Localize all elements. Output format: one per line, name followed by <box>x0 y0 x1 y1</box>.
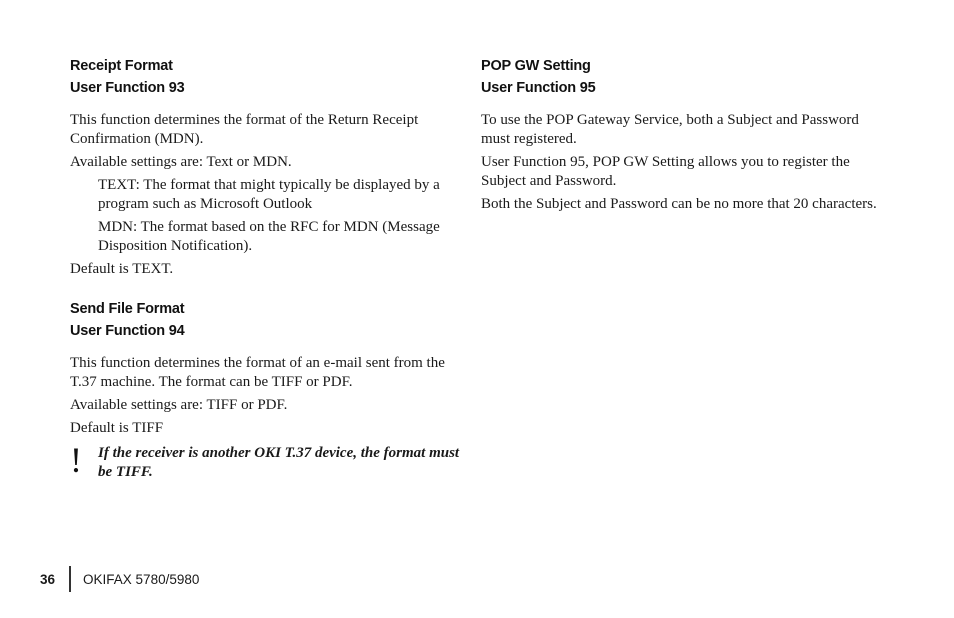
paragraph: Both the Subject and Password can be no more that 20 characters. <box>481 196 877 212</box>
section-subtitle: User Function 93 <box>70 80 185 96</box>
section-subtitle: User Function 95 <box>481 80 596 96</box>
section-subtitle: User Function 94 <box>70 323 185 339</box>
page-footer <box>40 566 199 592</box>
send-file-format-heading <box>70 298 460 342</box>
paragraph: Available settings are: Text or MDN. <box>70 154 292 170</box>
paragraph: To use the POP Gateway Service, both a Subject and Password must registered. <box>481 112 859 147</box>
paragraph: This function determines the format of the Return Receipt Confirmation (MDN). <box>70 112 419 147</box>
paragraph-indented: MDN: The format based on the RFC for MDN (Message Disposition Notification). <box>98 219 440 254</box>
exclamation-icon: ! <box>70 440 82 480</box>
paragraph-indented: TEXT: The format that might typically be displayed by a program such as Microsoft Outlook <box>98 177 440 212</box>
note-text: If the receiver is another OKI T.37 device, the format must be TIFF. <box>98 445 460 480</box>
section-title: POP GW Setting <box>481 58 591 74</box>
footer-title: OKIFAX 5780/5980 <box>83 571 200 587</box>
note-callout <box>70 440 460 482</box>
section-title: Send File Format <box>70 301 185 317</box>
section-title: Receipt Format <box>70 58 173 74</box>
footer-divider <box>69 566 71 592</box>
paragraph: Default is TEXT. <box>70 261 174 277</box>
receipt-format-heading <box>70 55 460 99</box>
right-column <box>481 55 881 218</box>
left-column <box>70 55 460 482</box>
paragraph: Available settings are: TIFF or PDF. <box>70 397 288 413</box>
page-number: 36 <box>40 571 56 587</box>
paragraph: User Function 95, POP GW Setting allows you to register the Subject and Password. <box>481 154 850 189</box>
paragraph: This function determines the format of an e-mail sent from the T.37 machine. The format can be TIFF or PDF. <box>70 355 445 390</box>
pop-gw-heading <box>481 55 881 99</box>
paragraph: Default is TIFF <box>70 420 164 436</box>
